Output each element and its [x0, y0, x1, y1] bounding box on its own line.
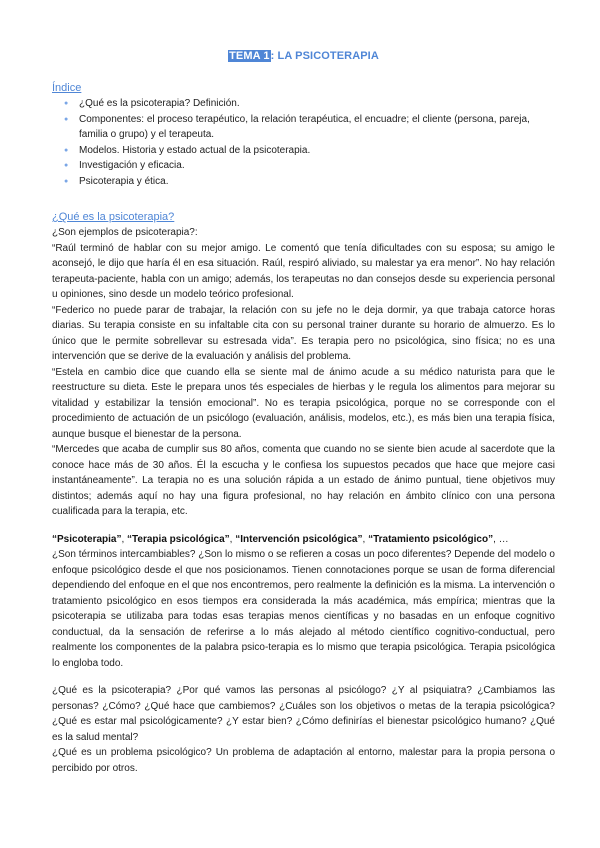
example-paragraph-1: “Raúl terminó de hablar con su mejor amigo. Le comentó que tenía dificultades con su esposa; su amigo le aconsejó, le dijo que haría él en esa situación. Raúl, respiró aliviado, su malestar ya era menor”. No hay relación terapeuta-paciente, habla con un amigo; además, los terapeutas no dan consejos desde su experiencia personal u opiniones, sino desde un modelo teórico profesional. — [52, 242, 555, 300]
term-terapia-psicologica: “Terapia psicológica” — [127, 533, 230, 545]
example-paragraph-3: “Estela en cambio dice que cuando ella se siente mal de ánimo acude a su médico naturista para que le reestructure su dieta. Este le prepara unos tés especiales de hierbas y le regula los alimentos para mejorar su vitalidad y estabilizar la tensión emocional”. No es terapia psicológica, porque no se corresponde con el procedimiento de actuación de un psicólogo (evaluación, análisis, modelos, etc.), es más bien una terapia física, aunque busque el bienestar de la persona. — [52, 366, 555, 440]
terms-line: “Psicoterapia”, “Terapia psicológica”, “Intervención psicológica”, “Tratamiento psicológico”, … — [52, 533, 509, 545]
term-psicoterapia: “Psicoterapia” — [52, 533, 122, 545]
term-tratamiento-psicologico: “Tratamiento psicológico” — [368, 533, 494, 545]
problem-paragraph: ¿Qué es un problema psicológico? Un problema de adaptación al entorno, malestar para la propia persona o percibido por otros. — [52, 747, 555, 774]
section-intro: ¿Son ejemplos de psicoterapia?: — [52, 227, 198, 238]
index-item: ● Investigación y eficacia. — [64, 158, 555, 174]
terms-paragraph: ¿Son términos intercambiables? ¿Son lo mismo o se refieren a cosas un poco diferentes? Depende del modelo o enfoque psicológico desde el que nos posicionamos. Tienen connotaciones porque se usan de forma diferencial dependiendo del enfoque en el que nos encontremos, pero realmente la definición es la misma. La intervención o tratamiento psicológico en esos tiempos era considerada la más académica, más empírica; mientras que la psicoterapia se utilizaba para todas esas terapias menos científicas y no basadas en un enfoque cognitivo conductual, da la sensación de referirse a lo más alejado al método científico cognitivo-conductual, pero realmente los componentes de la palabra psico-terapia es lo mismo que terapia psicológica. Terapia psicológica lo engloba todo. — [52, 549, 555, 669]
index-item: ● Componentes: el proceso terapéutico, la relación terapéutica, el encuadre; el cliente (persona, pareja, familia o grupo) y el terapeuta. — [64, 112, 555, 143]
index-item: ● Modelos. Historia y estado actual de la psicoterapia. — [64, 143, 555, 159]
index-item: ● ¿Qué es la psicoterapia? Definición. — [64, 96, 555, 112]
index-item: ● Psicoterapia y ética. — [64, 174, 555, 190]
example-paragraph-2: “Federico no puede parar de trabajar, la relación con su jefe no le deja dormir, ya que trabaja catorce horas diarias. Su terapia consiste en su infaltable cita con su personal trainer durante su horario de almuerzo. Es lo único que le permite sobrellevar su estresada vida”. Es terapia pero no psicológica, sino física; no es una intervención que se derive de la evaluación y análisis del problema. — [52, 304, 555, 362]
title-highlight: TEMA 1 — [229, 50, 270, 62]
document-title — [52, 50, 555, 62]
questions-paragraph: ¿Qué es la psicoterapia? ¿Por qué vamos las personas al psicólogo? ¿Y al psiquiatra? ¿Cambiamos las personas? ¿Cómo? ¿Qué hace que cambiemos? ¿Cuáles son los objetivos o metas de la terapia psicológica? ¿Qué es estar mal psicológicamente? ¿Y estar bien? ¿Cómo definirías el bienestar psicológico humano? ¿Qué es la salud mental? — [52, 685, 555, 743]
index-list — [52, 96, 555, 189]
example-paragraph-4: “Mercedes que acaba de cumplir sus 80 años, comenta que cuando no se siente bien acude al sacerdote que la conoce hace más de 30 años. Él la escucha y le confiesa los supuestos pecados que hace que mejore casi instantáneamente”. La terapia no es una solución rápida a un estado de ánimo puntual, tiene objetivos muy distintos; además aquí no hay una figura profesional, no hay relación en ámbito clínico con una persona cualificada para la terapia, etc. — [52, 444, 555, 517]
title-rest: : LA PSICOTERAPIA — [270, 50, 379, 62]
term-intervencion-psicologica: “Intervención psicológica” — [235, 533, 363, 545]
index-heading: Índice — [52, 82, 82, 94]
section-heading: ¿Qué es la psicoterapia? — [52, 211, 175, 223]
